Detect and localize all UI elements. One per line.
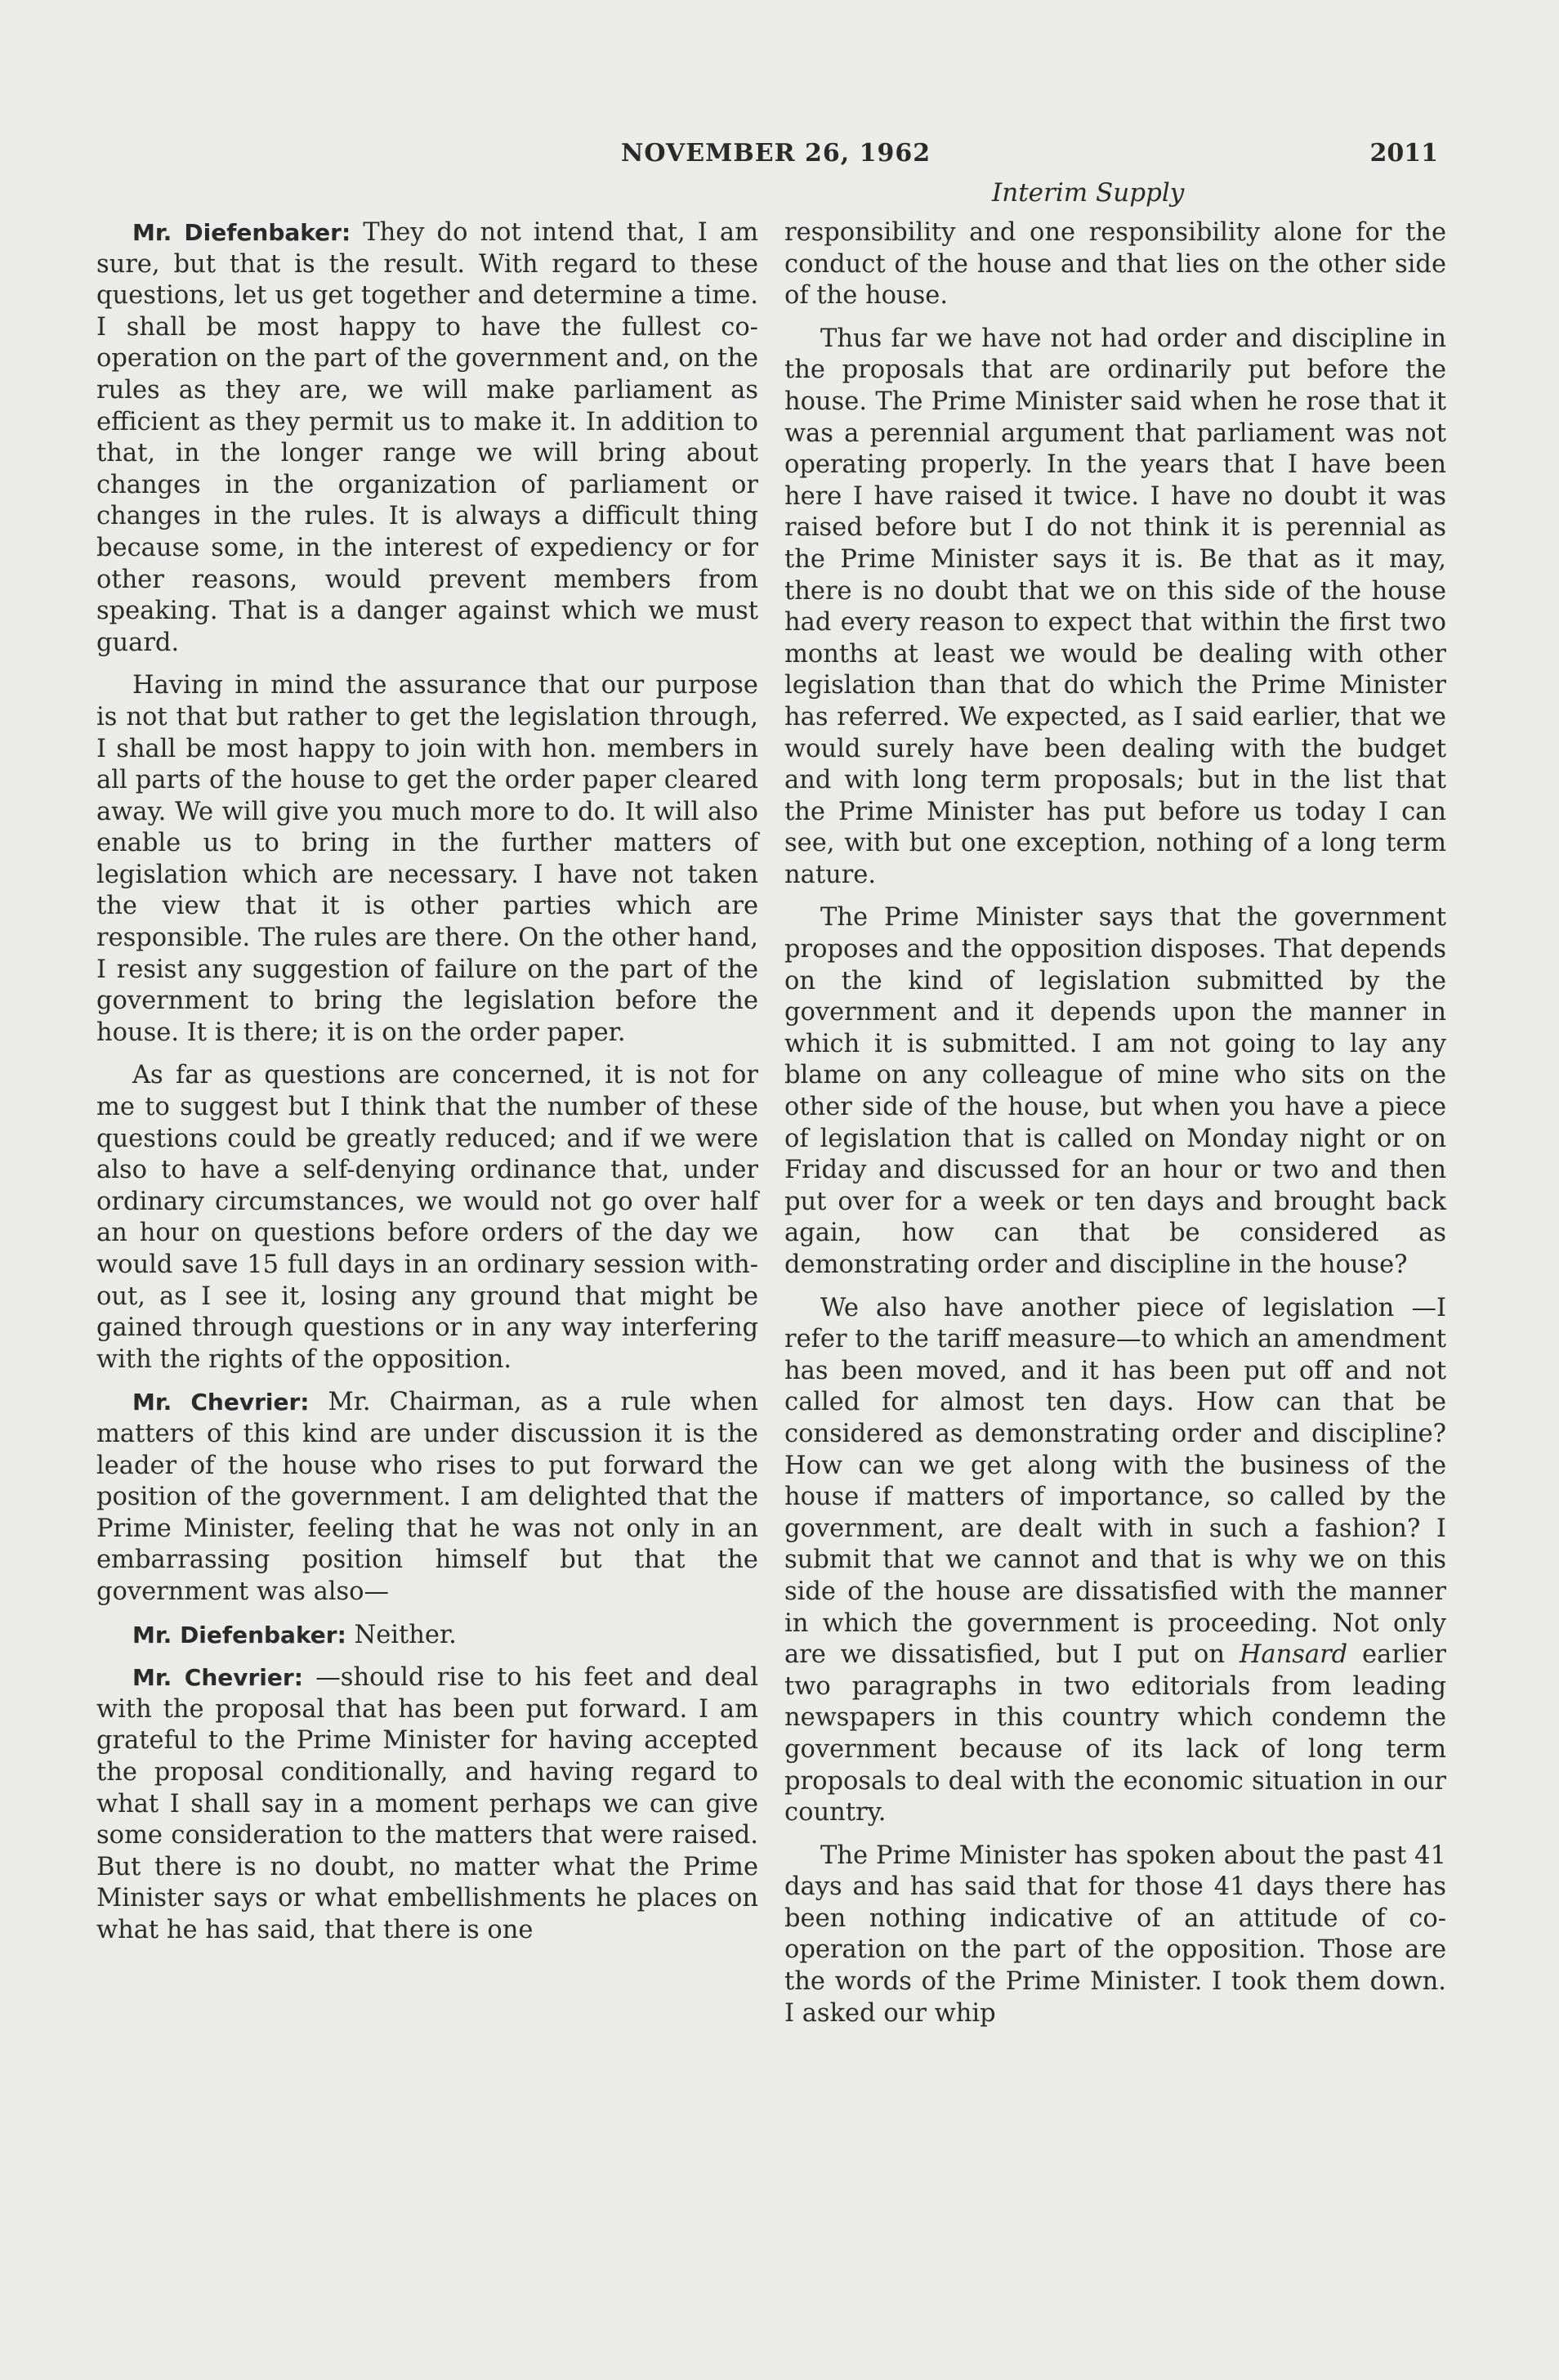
speech-text: We also have another piece of legislation —I refer to the tariff measure—to which an amendment has been moved, and it has been put off and not called for almost ten days. How can that be considered as demonstrating order and discipline? How can we get along with the business of the house if matters of importance, so called by the government, are dealt with in such a fashion? I submit that we cannot and that is why we on this side of the house are dissatisfied with the manner in which the government is proceeding. Not only are we dissatisfied, but I put on [784,1293,1446,1670]
left-paragraph-3: As far as questions are concerned, it is not for me to suggest but I think that the number of these questions could be greatly reduced; and if we were also to have a self-denying ordinance that, under ordinary circumstances, we would not go over half an hour on questions before orders of the day we would save 15 full days in an ordinary session without, as I see it, losing any ground that might be gained through questions or in any way interfering with the rights of the opposition. [96,1061,758,1374]
speech-text: —should rise to his feet and deal with the proposal that has been put forward. I am grateful to the Prime Minister for having accepted the proposal conditionally, and having regard to what I shall say in a moment perhaps we can give some consideration to the matters that were raised. But there is no doubt, no matter what the Prime Minister says or what embellishments he places on what he has said, that there is one [96,1663,758,1944]
page-number: 2011 [1369,139,1438,168]
left-column [96,217,758,1957]
right-paragraph-2: Thus far we have not had order and discipline in the proposals that are ordinarily put before the house. The Prime Minister said when he rose that it was a perennial argument that parliament was not operating properly. In the years that I have been here I have raised it twice. I have no doubt it was raised before but I do not think it is perennial as the Prime Minister says it is. Be that as it may, there is no doubt that we on this side of the house had every reason to expect that within the first two months at least we would be dealing with other legislation than that do which the Prime Minister has referred. We expected, as I said earlier, that we would surely have been dealing with the budget and with long term proposals; but in the list that the Prime Minister has put before us today I can see, with but one exception, nothing of a long term nature. [784,324,1446,889]
left-paragraph-5 [96,1620,758,1652]
section-title: Interim Supply [992,178,1185,208]
speech-text: Mr. Chairman, as a rule when matters of this kind are under discussion it is the leader of the house who rises to put forward the position of the government. I am delighted that the Prime Minister, feeling that he was not only in an embarrassing position himself but that the government was also— [96,1388,758,1606]
right-paragraph-5: The Prime Minister has spoken about the past 41 days and has said that for those 41 days there has been nothing indicative of an attitude of co-operation on the part of the opposition. Those are the words of the Prime Minister. I took them down. I asked our whip [784,1841,1446,2028]
left-paragraph-6 [96,1662,758,1946]
header-date: NOVEMBER 26, 1962 [621,139,931,168]
speaker-name: Mr. Diefenbaker: [132,219,351,246]
right-paragraph-1: responsibility and one responsibility alone for the conduct of the house and that lies on the other side of the house. [784,218,1446,311]
hansard-italic: Hansard [1239,1640,1348,1670]
speaker-name: Mr. Diefenbaker: [132,1621,346,1649]
speaker-name: Mr. Chevrier: [132,1664,303,1692]
page-header [621,139,1438,180]
right-paragraph-4 [784,1293,1446,1829]
speaker-name: Mr. Chevrier: [132,1389,310,1416]
right-paragraph-3: The Prime Minister says that the government proposes and the opposition disposes. That depends on the kind of legislation submitted by the government and it depends upon the manner in which it is submitted. I am not going to lay any blame on any colleague of mine who sits on the other side of the house, but when you have a piece of legislation that is called on Monday night or on Friday and discussed for an hour or two and then put over for a week or ten days and brought back again, how can that be considered as demonstrating order and discipline in the house? [784,903,1446,1279]
speech-text: Neither. [346,1620,457,1649]
speech-text: They do not intend that, I am sure, but that is the result. With regard to these questions, let us get together and determine a time. I shall be most happy to have the fullest co-operation on the part of the government and, on the rules as they are, we will make parliament as efficient as they permit us to make it. In addition to that, in the longer range we will bring about changes in the organization of parliament or changes in the rules. It is always a difficult thing because some, in the interest of expediency or for other reasons, would prevent members from speaking. That is a danger against which we must guard. [96,218,759,657]
speech-text: earlier two paragraphs in two editorials from leading newspapers in this country which condemn the government because of its lack of long term proposals to deal with the economic situation in our country. [784,1640,1446,1828]
left-paragraph-1 [96,217,758,659]
left-paragraph-4 [96,1387,758,1608]
left-paragraph-2: Having in mind the assurance that our purpose is not that but rather to get the legislation through, I shall be most happy to join with hon. members in all parts of the house to get the order paper cleared away. We will give you much more to do. It will also enable us to bring in the further matters of legislation which are necessary. I have not taken the view that it is other parties which are responsible. The rules are there. On the other hand, I resist any suggestion of failure on the part of the government to bring the legislation before the house. It is there; it is on the order paper. [96,671,758,1047]
right-column [784,217,1446,2041]
